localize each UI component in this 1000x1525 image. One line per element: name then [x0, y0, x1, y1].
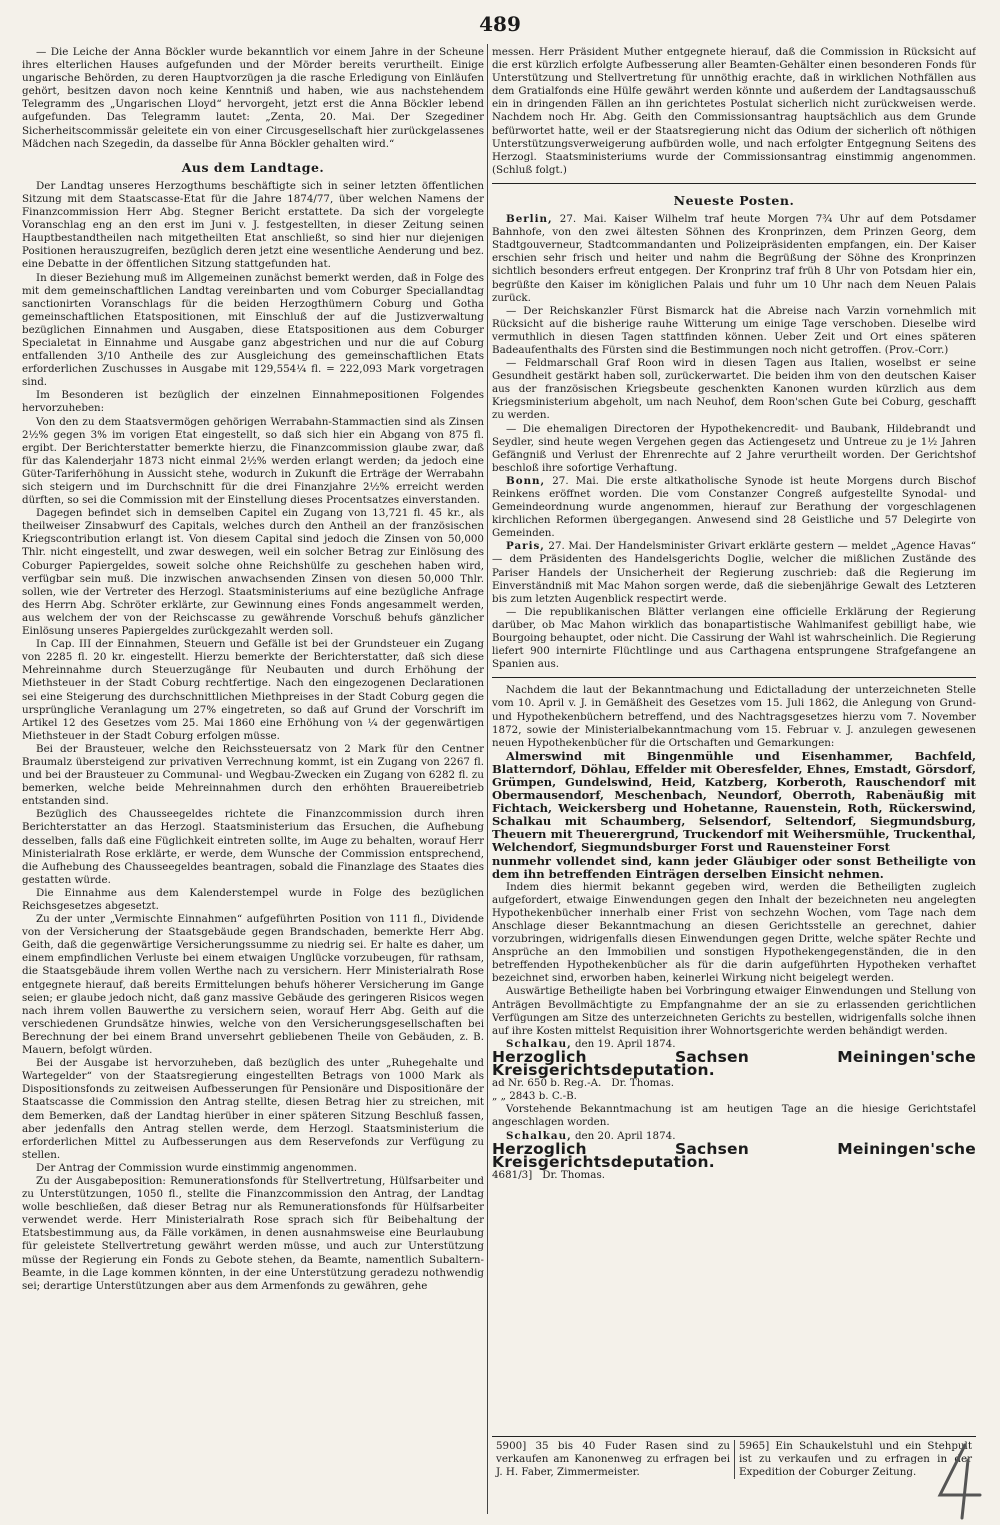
column-divider	[487, 44, 488, 1514]
notice-paragraph: Auswärtige Betheiligte haben bei Vorbringung etwaiger Einwendungen und Stellung von Anträgen Bevollmächtigte zu Empfangnahme der an sie zu erlassenden gerichtlichen Verfügungen am Sitze des unterzeichneten Gerichts zu bestellen, widrigenfalls solche ihnen auf ihre Kosten mittelst Requisition ihrer Wohnortsgerichte werden behändigt werden.	[492, 985, 976, 1037]
news-text: 27. Mai. Der Handelsminister Grivart erklärte gestern — meldet „Agence Havas“ — dem Präsidenten des Handelsgerichts Doglie, welcher die mißlichen Zustände des Pariser Handels der Unsicherheit der Regierung zuschrieb: daß die Regierung im Einverständniß mit Mac Mahon sorgen werde, daß die siebenjährige Gewalt des Letzteren bis zum letzten Augenblick respectirt werde.	[492, 540, 976, 605]
date-text: den 19. April 1874.	[574, 1037, 676, 1050]
pencil-mark-icon	[920, 1440, 990, 1520]
news-text: 27. Mai. Die erste altkatholische Synode ist heute Morgens durch Bischof Reinkens eröffnet worden. Die vom Constanzer Congreß aufgestellte Synodal- und Gemeindeordnung wurde angenommen, hierauf zur Berathung der vorgeschlagenen kirchlichen Reformen übergegangen. Anwesend sind 28 Geistliche und 57 Delegirte von Gemeinden.	[492, 474, 976, 540]
heading-landtag: Aus dem Landtage.	[181, 159, 325, 175]
classified-ads	[492, 1436, 976, 1479]
dateline-place: Bonn,	[506, 474, 546, 487]
signer-name: Dr. Thomas.	[542, 1168, 606, 1181]
issuer-deputation: Herzoglich Sachsen Meiningen'sche Kreisgerichtsdeputation.	[492, 1139, 976, 1171]
ad-schaukelstuhl: 5965] Ein Schaukelstuhl und ein Stehpult ist zu verkaufen und zu erfragen in der Expedition der Coburger Zeitung.	[734, 1440, 976, 1479]
news-bismarck: — Der Reichskanzler Fürst Bismarck hat die Abreise nach Varzin vornehmlich mit Rücksicht auf die bisherige rauhe Witterung um einige Tage verschoben. Dieselbe wird vermuthlich in diesen Tagen stattfinden können. Ueber Zeit und Ort eines späteren Badeaufenthalts des Fürsten sind die Bestimmungen noch nicht getroffen. (Prov.-Corr.)	[492, 304, 976, 356]
notice-paragraph: nunmehr vollendet sind, kann jeder Gläubiger oder sonst Betheiligte von dem ihn betreffenden Einträgen derselben Einsicht nehmen.	[492, 853, 976, 881]
paragraph: Bei der Brausteuer, welche den Reichssteuersatz von 2 Mark für den Centner Braumalz übersteigend zur privativen Verrechnung kommt, ist ein Zugang von 2267 fl. und bei der Brausteuer zu Communal- und Wegbau-Zwecken ein Zugang von 6282 fl. zu bemerken, welche beide Mehreinnahmen durch den erhöhten Brauereibetrieb entstanden sind.	[22, 742, 484, 808]
reference-number: „ „ 2843 b. C.-B.	[492, 1090, 577, 1103]
reference-number: 4681/3]	[492, 1168, 533, 1181]
dateline-place: Schalkau,	[506, 1129, 572, 1142]
article-boeckler: — Die Leiche der Anna Böckler wurde bekanntlich vor einem Jahre in der Scheune ihres elterlichen Hauses aufgefunden und der Mörder bereits verurtheilt. Einige ungarische Behörden, zu deren Hauptvorzügen ja die rasche Erledigung von Einläufen gehört, besitzen davon noch keine Kenntniß und haben, wie aus nachstehendem Telegramm des „Ungarischen Lloyd“ hervorgeht, jetzt erst die Anna Böckler lebend aufgefunden. Das Telegramm lautet: „Zenta, 20. Mai. Der Szegediner Sicherheitscommissär geleitete ein von einer Circusgesellschaft hier zurückgelassenes Mädchen nach Szegedin, da dasselbe für Anna Böckler gehalten wird.“	[22, 46, 484, 150]
notice-paragraph: Indem dies hiermit bekannt gegeben wird, werden die Betheiligten zugleich aufgefordert, etwaige Einwendungen gegen den Inhalt der bezeichneten neu angelegten Hypothekenbücher innerhalb einer Frist von sechzehn Wochen, vom Tage nach dem Anschlage dieser Bekanntmachung an diesen Gerichtsstelle an gerechnet, dahier vorzubringen, widrigenfalls diesen Einwendungen gegen Dritte, welche später Rechte und Ansprüche an den Immobilien und sonstigen Hypothekengegenständen, die in den betreffenden Hypothekenbücher als für die darin aufgeführten Hypotheken verhaftet bezeichnet sind, erworben haben, keinerlei Wirkung nicht beigelegt werden.	[492, 880, 976, 985]
signer-name: Dr. Thomas.	[611, 1077, 675, 1090]
paragraph: Der Landtag unseres Herzogthums beschäftigte sich in seiner letzten öffentlichen Sitzung mit dem Staatscasse-Etat für die Jahre 1874/77, über welchen Namens der Finanzcommission Herr Abg. Stegner Bericht erstattete. Da sich der vorgelegte Voranschlag eng an den erst im Juni v. J. festgestellten, in dieser Zeitung seinen Hauptbestandtheilen nach mitgetheilten Etat anschließt, so sind hier nur diejenigen Positionen herauszugreifen, bezüglich deren jetzt eine wesentliche Aenderung und bez. eine Debatte in der öffentlichen Sitzung stattgefunden hat.	[22, 179, 484, 271]
notice-paragraph: Vorstehende Bekanntmachung ist am heutigen Tage an die hiesige Gerichtstafel angeschlagen worden.	[492, 1103, 976, 1129]
dateline-place: Paris,	[506, 540, 545, 553]
paragraph: Bezüglich des Chausseegeldes richtete die Finanzcommission durch ihren Berichterstatter an das Herzogl. Staatsministerium das Ersuchen, die Aufhebung desselben, falls daß eine Füglichkeit eintreten sollte, im Auge zu behalten, worauf Herr Ministerialrath Rose erklärte, er werde, dem Wunsche der Commission entsprechend, die Aufhebung des Chausseegeldes beantragen, sobald die Finanzlage des Staates dies gestatten würde.	[22, 808, 484, 886]
news-directors: — Die ehemaligen Directoren der Hypothekencredit- und Baubank, Hildebrandt und Seydler, sind heute wegen Vergehen gegen das Actiengesetz und Untreue zu je 1½ Jahren Gefängniß und Verlust der Ehrenrechte auf 2 Jahre verurtheilt worden. Der Gerichtshof beschloß ihre sofortige Verhaftung.	[492, 422, 976, 474]
section-rule	[492, 183, 976, 184]
left-column	[22, 46, 484, 1508]
paragraph: messen. Herr Präsident Muther entgegnete hierauf, daß die Commission in Rücksicht auf die erst kürzlich erfolgte Aufbesserung aller Beamten-Gehälter einen besonderen Fonds für Unterstützung und Stellvertretung für unnöthig erachte, daß in wirklichen Nothfällen aus dem Gratialfonds eine Hülfe gewährt werden könnte und außerdem der Landtagsausschuß ein in dringenden Fällen an ihn gerichtetes Postulat sicherlich nicht zurückweisen werde. Nachdem noch Hr. Abg. Geith den Commissionsantrag hauptsächlich aus dem Grunde befürwortet hatte, weil er der Staatsregierung nicht das Odium der sicherlich oft nöthigen Unterstützungsverweigerung aufbürden wolle, und nach erfolgter Entgegnung Seitens des Herzogl. Staatsministeriums wurde der Commissionsantrag einstimmig angenommen. (Schluß folgt.)	[492, 46, 976, 176]
paragraph: Der Antrag der Commission wurde einstimmig angenommen.	[36, 1161, 357, 1174]
paragraph: Die Einnahme aus dem Kalenderstempel wurde in Folge des bezüglichen Reichsgesetzes abgesetzt.	[22, 886, 484, 912]
news-text: 27. Mai. Kaiser Wilhelm traf heute Morgen 7¾ Uhr auf dem Potsdamer Bahnhofe, von den zwei ältesten Söhnen des Kronprinzen, dem Prinzen Georg, dem Stadtgouverneur, Stadtcommandanten und Polizeipräsidenten empfangen, ein. Der Kaiser erschien sehr frisch und heiter und nahm die Begrüßung der Söhne des Kronprinzen sichtlich besonders erfreut entgegen. Der Kronprinz traf früh 8 Uhr von Potsdam hier ein, begrüßte den Kaiser im königlichen Palais und fuhr um 10 Uhr nach dem Neuen Palais zurück.	[492, 213, 976, 304]
paragraph: Dagegen befindet sich in demselben Capitel ein Zugang von 13,721 fl. 45 kr., als theilweiser Zinsabwurf des Capitals, welches durch den Antheil an der französischen Kriegscontribution erlangt ist. Von diesem Capital sind jedoch die Zinsen von 50,000 Thlr. nicht eingestellt, und zwar deswegen, weil ein solcher Betrag zur Einlösung des Coburger Papiergeldes, soweit solche ohne Reichshülfe zu geschehen haben wird, verfügbar sein muß. Die inzwischen anwachsenden Zinsen von diesen 50,000 Thlr. sollen, wie der Vertreter des Herzogl. Staatsministeriums auf eine bezügliche Anfrage des Herrn Abg. Schröter erklärte, zur Gewinnung eines Fonds angesammelt werden, aus welchem der von der Reichscasse zu gewährende Vorschuß behufs gänzlicher Einlösung unseres Papiergeldes zurückgezahlt werden soll.	[22, 507, 484, 638]
heading-neueste-posten: Neueste Posten.	[673, 192, 795, 208]
news-berlin	[492, 213, 976, 305]
news-bonn	[492, 475, 976, 540]
paragraph: Bei der Ausgabe ist hervorzuheben, daß bezüglich des unter „Ruhegehalte und Wartegelder“ von der Staatsregierung eingestellten Betrags von 1000 Mark als Dispositionsfonds zu zeitweisen Aufbesserungen für Pensionäre und Dispositionäre der Staatscasse die Commission den Antrag stellte, diesen Betrag hier zu streichen, mit dem Bemerken, daß der Landtag hierüber in einer späteren Sitzung Beschluß fassen, aber jedenfalls den Antrag stellen werde, dem Herzogl. Staatsministerium die erforderlichen Mittel zu Aufbesserungen aus dem Reservefonds zur Verfügung zu stellen.	[22, 1057, 484, 1161]
reference-line	[492, 1169, 976, 1182]
news-roon: — Feldmarschall Graf Roon wird in diesen Tagen aus Italien, woselbst er seine Gesundheit gestärkt haben soll, zurückerwartet. Die beiden ihm von den deutschen Kaiser aus der französischen Kriegsbeute geschenkten Kanonen wurden kürzlich aus dem Kriegsministerium abgeholt, um nach Neuhof, dem Roon'schen Gute bei Coburg, geschafft zu werden.	[492, 357, 976, 422]
paragraph: Im Besonderen ist bezüglich der einzelnen Einnahmepositionen Folgendes hervorzuheben:	[22, 389, 484, 415]
right-column	[492, 46, 976, 1446]
notice-paragraph: Nachdem die laut der Bekanntmachung und Edictalladung der unterzeichneten Stelle vom 10. April v. J. in Gemäßheit des Gesetzes vom 15. Juli 1862, die Anlegung von Grund- und Hypothekenbüchern betreffend, und des Nachtragsgesetzes hierzu vom 7. November 1872, sowie der Ministerialbekanntmachung vom 15. Februar v. J. anzulegen gewesenen neuen Hypothekenbücher für die Ortschaften und Gemarkungen:	[492, 684, 976, 749]
news-paris	[492, 540, 976, 605]
reference-number: ad Nr. 650 b. Reg.-A.	[492, 1077, 602, 1090]
ad-rasen: 5900] 35 bis 40 Fuder Rasen sind zu verkaufen am Kanonenweg zu erfragen bei J. H. Faber, Zimmermeister.	[496, 1440, 730, 1479]
notice-places-list: Almerswind mit Bingenmühle und Eisenhammer, Bachfeld, Blatterndorf, Döhlau, Effelder mit Oberesfelder, Ehnes, Emstadt, Görsdorf, Grümpen, Gundelswind, Heid, Katzberg, Korberoth, Rauschendorf mit Obermausendorf, Meschenbach, Neundorf, Oberroth, Rabenäußig mit Fichtach, Weickersberg und Hohetanne, Rauenstein, Roth, Rückerswind, Schalkau mit Schaumberg, Selsendorf, Seltendorf, Siegmundsburg, Theuern mit Theuerergrund, Truckendorf mit Weihersmühle, Truckenthal, Welchendorf, Siegmundsburger Forst und Rauensteiner Forst	[492, 748, 976, 855]
paragraph: Zu der Ausgabeposition: Remunerationsfonds für Stellvertretung, Hülfsarbeiter und zu Unterstützungen, 1050 fl., stellte die Finanzcommission den Antrag, der Landtag wolle beschließen, daß dieser Betrag nur als Remunerationsfonds für Hülfsarbeiter verwendet werde. Herr Ministerialrath Rose sprach sich für Beibehaltung der Etatsbestimmung aus, da Fälle vorkämen, in denen ausnahmsweise eine Beurlaubung für geleistete Stellvertretung gewährt werden müsse, und auch zur Unterstützung müsse der Regierung ein Fonds zu Gebote stehen, da Beamte, namentlich Subaltern-Beamte, in die Lage kommen könnten, in der eine Unterstützung geradezu nothwendig sei; derartige Unterstützungen aber aus dem Armenfonds zu gewähren, gehe	[22, 1174, 484, 1292]
reference-line	[492, 1090, 976, 1103]
dateline-place: Schalkau,	[506, 1037, 572, 1050]
reference-line	[492, 1077, 976, 1090]
paragraph: Von den zu dem Staatsvermögen gehörigen Werrabahn-Stammactien sind als Zinsen 2½% gegen 3% im vorigen Etat eingestellt, so daß sich hier ein Abgang von 875 fl. ergibt. Der Berichterstatter bemerkte hierzu, die Finanzcommission glaube zwar, daß für das Kalenderjahr 1873 nicht einmal 2½% werden erlangt werden; da jedoch eine Güter-Tariferhöhung in Aussicht stehe, wodurch in Zukunft die Erträge der Werrabahn sich steigern und im Durchschnitt für die drei Finanzjahre 2½% erreicht werden dürften, so sei die Commission mit der Einstellung dieses Procentsatzes einverstanden.	[22, 415, 484, 507]
dateline-place: Berlin,	[506, 213, 553, 226]
section-rule	[492, 677, 976, 678]
paragraph: Zu der unter „Vermischte Einnahmen“ aufgeführten Position von 111 fl., Dividende von der Versicherung der Staatsgebäude gegen Brandschaden, bemerkte Herr Abg. Geith, daß die gegenwärtige Versicherungssumme zu niedrig sei. Er halte es daher, um einem empfindlichen Verluste bei einem etwaigen Unglücke vorzubeugen, für rathsam, die Staatsgebäude ihrem vollen Werthe nach zu versichern. Herr Ministerialrath Rose entgegnete hierauf, daß bereits Ermittelungen behufs höherer Versicherung im Gange seien; er glaube jedoch nicht, daß ganz massive Gebäude des geringeren Risicos wegen nach ihrem vollen Bauwerthe zu versichern seien, worauf Herr Abg. Geith auf die verschiedenen Grundsätze hinwies, welche von den Versicherungsgesellschaften bei Berechnung der bei einem Brand unversehrt gebliebenen Theile von Gebäuden, z. B. Mauern, befolgt würden.	[22, 913, 484, 1057]
page-number: 489	[479, 12, 521, 36]
paragraph: In Cap. III der Einnahmen, Steuern und Gefälle ist bei der Grundsteuer ein Zugang von 2285 fl. 20 kr. eingestellt. Hierzu bemerkte der Berichterstatter, daß sich diese Mehreinnahme durch Steuerzugänge für Neubauten und durch Erhöhung der Miethsteuer in der Stadt Coburg rechtfertige. Nach den eingezogenen Declarationen sei eine Steigerung des durchschnittlichen Miethpreises in der Stadt Coburg gegen die ursprüngliche Veranlagung um 27% eingetreten, so daß auf Grund der Vorschrift im Artikel 12 des Gesetzes vom 25. Mai 1860 eine Erhöhung von ¼ der gegenwärtigen Miethsteuer in der Stadt Coburg erfolgen müsse.	[22, 638, 484, 742]
date-text: den 20. April 1874.	[574, 1129, 676, 1142]
news-republican: — Die republikanischen Blätter verlangen eine officielle Erklärung der Regierung darüber, ob Mac Mahon wirklich das bonapartistische Wahlmanifest gebilligt habe, wie Bourgoing behauptet, oder nicht. Die Cassirung der Wahl ist wahrscheinlich. Die Regierung liefert 900 internirte Flüchtlinge und aus Carthagena entsprungene Strafgefangene an Spanien aus.	[492, 605, 976, 671]
issuer-deputation: Herzoglich Sachsen Meiningen'sche Kreisgerichtsdeputation.	[492, 1047, 976, 1080]
paragraph: In dieser Beziehung muß im Allgemeinen zunächst bemerkt werden, daß in Folge des mit dem gemeinschaftlichen Landtag vereinbarten und vom Coburger Speciallandtag sanctionirten Voranschlags für die beiden Herzogthümern Coburg und Gotha gemeinschaftlichen Etatspositionen, mit Einschluß der auf die Justizverwaltung bezüglichen Einnahmen und Ausgaben, diese Etatspositionen aus dem Coburger Specialetat in Einnahme und Ausgabe ganz abgestrichen und nur die auf Coburg entfallenden 3/10 Antheile des zur Ausgleichung des gemeinschaftlichen Etats erforderlichen Zuschusses in Ausgabe mit 129,554¼ fl. = 222,093 Mark vorgetragen sind.	[22, 271, 484, 389]
